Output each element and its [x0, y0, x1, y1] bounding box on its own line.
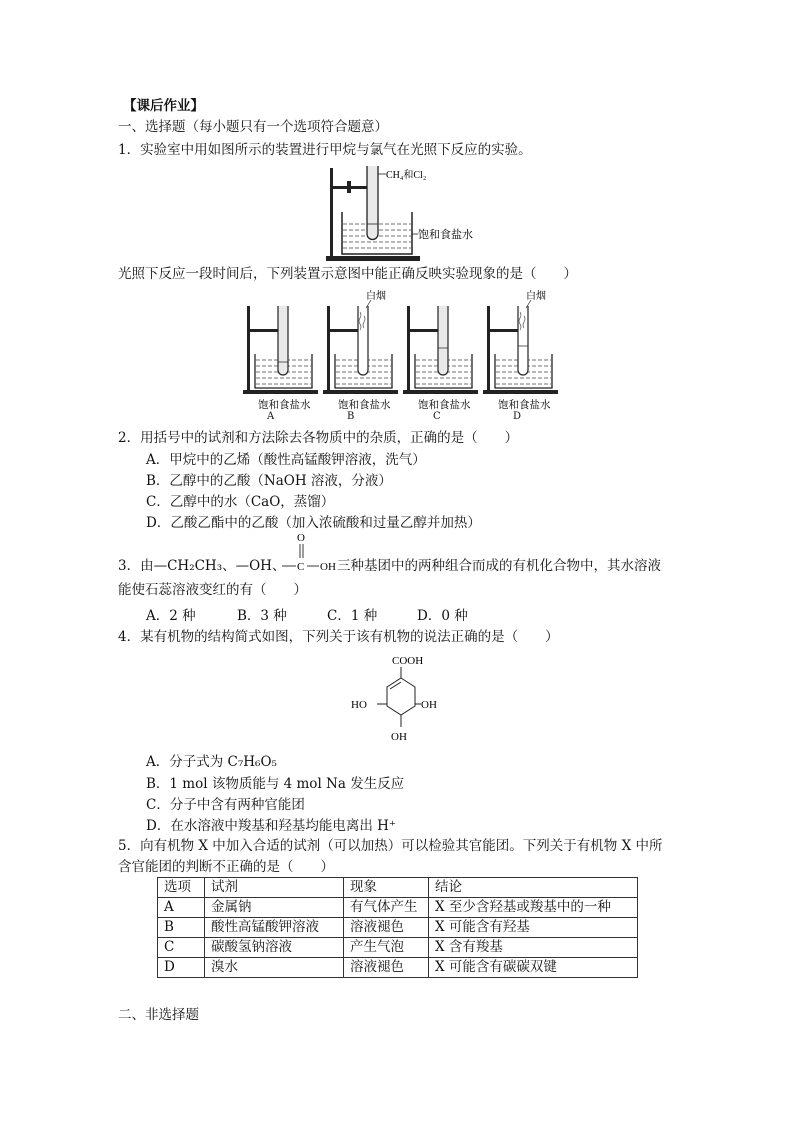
gas-label: CH₄和Cl₂	[386, 170, 427, 181]
question-1-followup: 光照下反应一段时间后，下列装置示意图中能正确反映实验现象的是（ ）	[118, 266, 577, 282]
q1-apparatus-figure	[320, 160, 490, 262]
carboxyl-o: O	[297, 532, 305, 544]
carboxyl-group-figure	[282, 530, 340, 576]
option-b-letter: B	[347, 411, 355, 422]
q2-option-a: A．甲烷中的乙烯（酸性高锰酸钾溶液，洗气）	[146, 452, 426, 468]
table-header-row	[158, 878, 638, 898]
option-c-water: 饱和食盐水	[418, 400, 471, 411]
table-cell: 溶液褪色	[344, 918, 429, 938]
q4-structure-figure	[345, 650, 445, 746]
table-header-cell: 现象	[344, 878, 429, 898]
struct-ho-left: HO	[351, 699, 367, 711]
option-b-apparatus	[323, 290, 398, 411]
struct-oh-right: OH	[421, 699, 437, 711]
table-cell: X 至少含羟基或羧基中的一种	[429, 898, 638, 918]
option-a-water: 饱和食盐水	[258, 400, 311, 411]
q2-option-c: C．乙醇中的水（CaO，蒸馏）	[146, 494, 335, 510]
q3-option-d: D．0 种	[417, 608, 468, 624]
q1-options-figure	[238, 290, 568, 416]
question-3-stem-part1: 3．由—CH₂CH₃、—OH、	[118, 558, 286, 574]
question-5-stem-line2: 含官能团的判断不正确的是（ ）	[118, 859, 334, 875]
table-cell: 产生气泡	[344, 938, 429, 958]
section-heading: 一、选择题（每小题只有一个选项符合题意）	[118, 119, 388, 135]
table-cell: X 可能含有羟基	[429, 918, 638, 938]
question-2-stem: 2．用括号中的试剂和方法除去各物质中的杂质，正确的是（ ）	[118, 430, 519, 446]
struct-cooh: COOH	[392, 655, 424, 667]
struct-oh-bottom: OH	[391, 731, 407, 743]
option-c-letter: C	[433, 411, 441, 422]
carboxyl-oh: OH	[320, 561, 336, 573]
option-d-letter: D	[513, 411, 522, 422]
question-4-stem: 4．某有机物的结构简式如图，下列关于该有机物的说法正确的是（ ）	[118, 629, 559, 645]
q4-option-a: A．分子式为 C₇H₆O₅	[146, 754, 277, 770]
table-cell: C	[158, 938, 205, 958]
q3-option-c: C．1 种	[327, 608, 378, 624]
q4-option-b: B．1 mol 该物质能与 4 mol Na 发生反应	[146, 776, 405, 792]
table-cell: 溶液褪色	[344, 958, 429, 978]
option-d-water: 饱和食盐水	[498, 400, 551, 411]
question-1-stem: 1．实验室中用如图所示的装置进行甲烷与氯气在光照下反应的实验。	[118, 142, 532, 158]
table-header-cell: 结论	[429, 878, 638, 898]
q3-option-a: A．2 种	[146, 608, 196, 624]
q2-option-d: D．乙酸乙酯中的乙酸（加入浓硫酸和过量乙醇并加热）	[146, 515, 481, 531]
table-row	[158, 898, 638, 918]
page-title: 【课后作业】	[123, 98, 204, 114]
table-cell: D	[158, 958, 205, 978]
q3-option-b: B．3 种	[237, 608, 287, 624]
q5-table	[157, 877, 638, 978]
table-cell: B	[158, 918, 205, 938]
table-cell: X 可能含有碳碳双键	[429, 958, 638, 978]
table-header-cell: 选项	[158, 878, 205, 898]
q4-option-d: D．在水溶液中羧基和羟基均能电离出 H⁺	[146, 818, 397, 834]
table-cell: 金属钠	[205, 898, 344, 918]
table-row	[158, 958, 638, 978]
table-cell: A	[158, 898, 205, 918]
option-a-apparatus	[243, 306, 318, 411]
table-row	[158, 938, 638, 958]
table-header-cell: 试剂	[205, 878, 344, 898]
option-a-letter: A	[267, 411, 275, 422]
table-cell: 酸性高锰酸钾溶液	[205, 918, 344, 938]
table-cell: 碳酸氢钠溶液	[205, 938, 344, 958]
option-c-apparatus	[403, 306, 478, 411]
question-3-stem-line2: 能使石蕊溶液变红的有（ ）	[118, 582, 307, 598]
section-heading: 二、非选择题	[118, 1007, 199, 1023]
table-cell: 有气体产生	[344, 898, 429, 918]
q2-option-b: B．乙醇中的乙酸（NaOH 溶液，分液）	[146, 473, 392, 489]
option-d-smoke: 白烟	[526, 291, 546, 302]
option-b-smoke: 白烟	[366, 291, 386, 302]
question-3-stem-part2: 三种基团中的两种组合而成的有机化合物中，其水溶液	[337, 558, 661, 574]
option-b-water: 饱和食盐水	[338, 400, 391, 411]
table-cell: 溴水	[205, 958, 344, 978]
carboxyl-c: C	[297, 561, 305, 573]
water-label: 饱和食盐水	[418, 229, 473, 241]
table-row	[158, 918, 638, 938]
table-cell: X 含有羧基	[429, 938, 638, 958]
question-5-stem-line1: 5．向有机物 X 中加入合适的试剂（可以加热）可以检验其官能团。下列关于有机物 X 中所	[118, 838, 663, 854]
q4-option-c: C．分子中含有两种官能团	[146, 797, 305, 813]
option-d-apparatus	[483, 290, 558, 411]
